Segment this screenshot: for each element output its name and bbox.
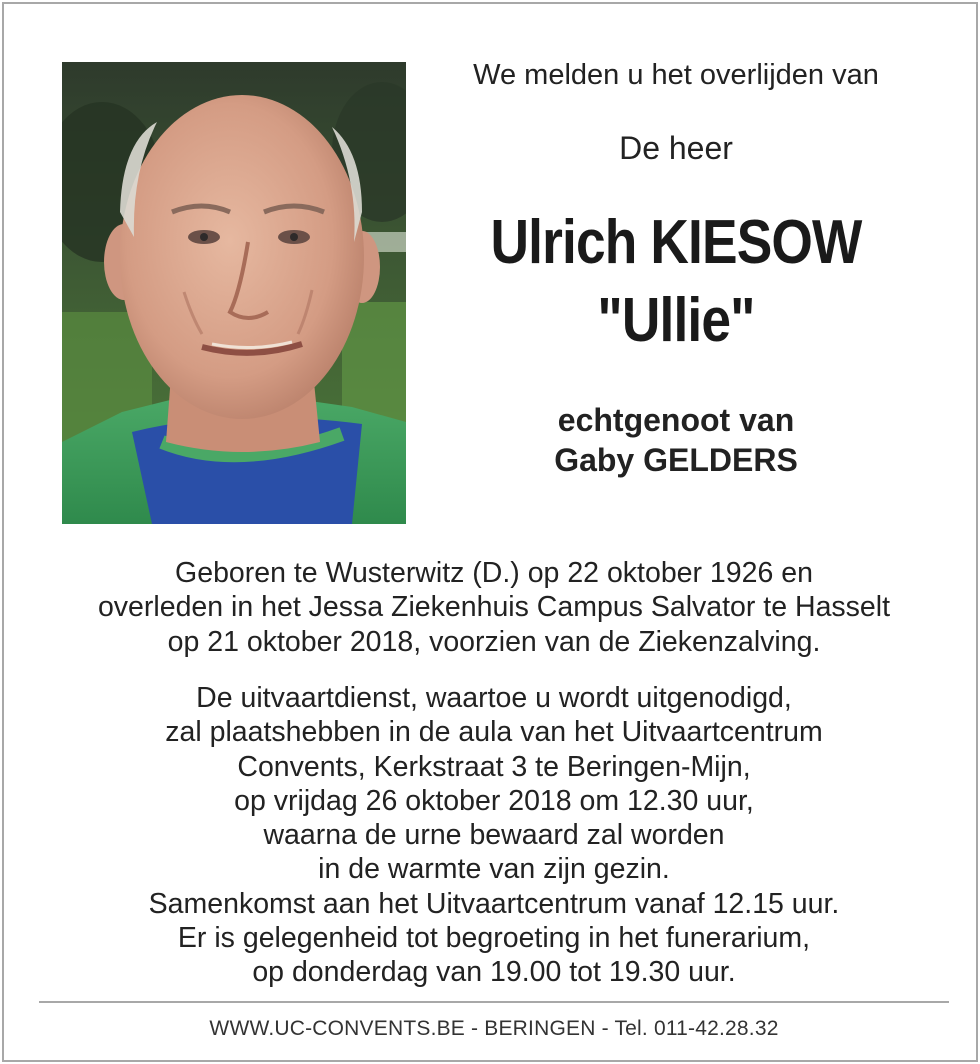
paragraph-line: Convents, Kerkstraat 3 te Beringen-Mijn, xyxy=(237,750,751,783)
spouse-name: Gaby GELDERS xyxy=(554,442,798,478)
deceased-name xyxy=(468,204,884,360)
intro-line: We melden u het overlijden van xyxy=(473,59,879,91)
paragraph-line: overleden in het Jessa Ziekenhuis Campus Salvator te Hasselt xyxy=(97,591,891,624)
paragraph-line: waarna de urne bewaard zal worden xyxy=(263,819,725,852)
paragraph-line: Er is gelegenheid tot begroeting in het funerarium, xyxy=(177,922,811,955)
footer-contact: WWW.UC-CONVENTS.BE - BERINGEN - Tel. 011-42.28.32 xyxy=(209,1017,779,1040)
paragraph-line: Samenkomst aan het Uitvaartcentrum vanaf 12.15 uur. xyxy=(148,887,840,920)
paragraph-line: Geboren te Wusterwitz (D.) op 22 oktober 1926 en xyxy=(175,557,813,589)
paragraph-line: zal plaatshebben in de aula van het Uitvaartcentrum xyxy=(165,716,823,749)
salutation: De heer xyxy=(619,130,733,166)
footer-divider xyxy=(39,1001,949,1003)
spouse-relation: echtgenoot van xyxy=(557,402,795,438)
paragraph-line: op donderdag van 19.00 tot 19.30 uur. xyxy=(252,956,736,989)
ceremony-paragraph xyxy=(24,681,964,990)
paragraph-line: op vrijdag 26 oktober 2018 om 12.30 uur, xyxy=(234,784,754,817)
paragraph-line: in de warmte van zijn gezin. xyxy=(318,853,670,886)
deceased-nickname: "Ullie" xyxy=(597,286,755,355)
death-notice-card xyxy=(2,2,978,1062)
portrait-photo xyxy=(62,62,406,524)
paragraph-line: op 21 oktober 2018, voorzien van de Ziekenzalving. xyxy=(167,625,821,658)
paragraph-line: De uitvaartdienst, waartoe u wordt uitgenodigd, xyxy=(196,682,792,714)
deceased-name-line: Ulrich KIESOW xyxy=(490,208,862,277)
birth-death-paragraph xyxy=(24,556,964,659)
spouse-block xyxy=(434,400,918,480)
